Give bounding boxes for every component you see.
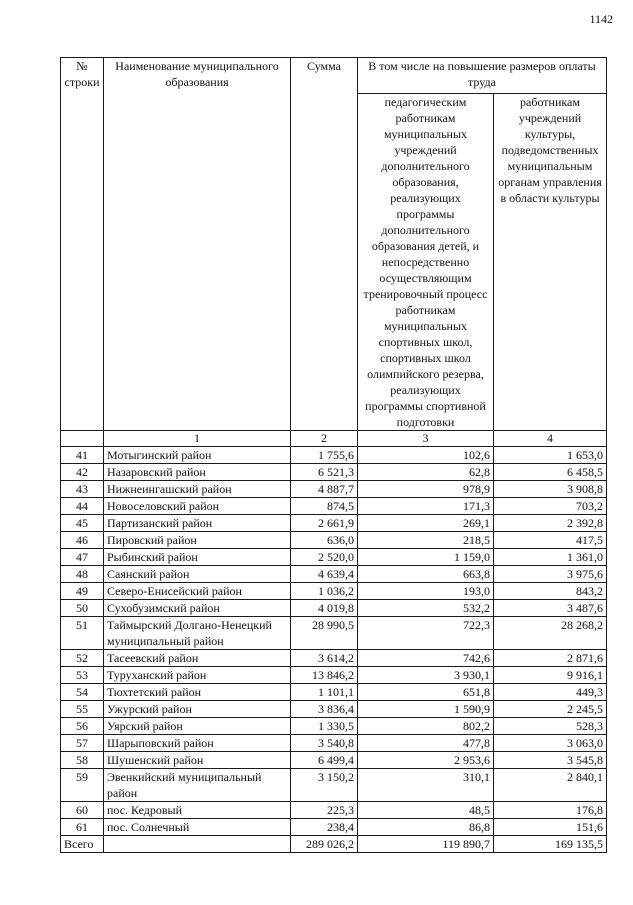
cell-row-number: 54 xyxy=(61,684,104,701)
cell-municipality: Сухобузимский район xyxy=(104,600,291,617)
table-row xyxy=(61,447,607,464)
total-culture: 169 135,5 xyxy=(494,836,607,853)
cell-teachers: 218,5 xyxy=(358,532,494,549)
table-row xyxy=(61,802,607,819)
cell-municipality: Эвенкийский муниципальный район xyxy=(104,769,291,802)
header-culture: работникам учреждений культуры, подведомственных муниципальным органам управления в области культуры xyxy=(494,94,607,431)
cell-municipality: Шарыповский район xyxy=(104,735,291,752)
cell-row-number: 52 xyxy=(61,650,104,667)
total-name-empty xyxy=(104,836,291,853)
cell-row-number: 44 xyxy=(61,498,104,515)
cell-culture: 1 361,0 xyxy=(494,549,607,566)
cell-municipality: Мотыгинский район xyxy=(104,447,291,464)
table-row xyxy=(61,481,607,498)
cell-culture: 151,6 xyxy=(494,819,607,836)
cell-row-number: 47 xyxy=(61,549,104,566)
cell-sum: 3 540,8 xyxy=(291,735,358,752)
cell-municipality: Новоселовский район xyxy=(104,498,291,515)
cell-municipality: Рыбинский район xyxy=(104,549,291,566)
cell-teachers: 310,1 xyxy=(358,769,494,802)
table-row xyxy=(61,549,607,566)
cell-municipality: Саянский район xyxy=(104,566,291,583)
table-row xyxy=(61,583,607,600)
table-row xyxy=(61,684,607,701)
cell-teachers: 62,8 xyxy=(358,464,494,481)
cell-culture: 2 840,1 xyxy=(494,769,607,802)
table-row xyxy=(61,532,607,549)
cell-municipality: Таймырский Долгано-Ненецкий муниципальный район xyxy=(104,617,291,650)
cell-row-number: 57 xyxy=(61,735,104,752)
cell-sum: 3 150,2 xyxy=(291,769,358,802)
cell-row-number: 46 xyxy=(61,532,104,549)
cell-municipality: Туруханский район xyxy=(104,667,291,684)
cell-culture: 3 063,0 xyxy=(494,735,607,752)
cell-row-number: 55 xyxy=(61,701,104,718)
cell-culture: 9 916,1 xyxy=(494,667,607,684)
cell-row-number: 61 xyxy=(61,819,104,836)
cell-teachers: 193,0 xyxy=(358,583,494,600)
cell-teachers: 102,6 xyxy=(358,447,494,464)
cell-sum: 6 521,3 xyxy=(291,464,358,481)
cell-culture: 2 245,5 xyxy=(494,701,607,718)
cell-municipality: Северо-Енисейский район xyxy=(104,583,291,600)
cell-row-number: 56 xyxy=(61,718,104,735)
cell-sum: 28 990,5 xyxy=(291,617,358,650)
cell-culture: 2 392,8 xyxy=(494,515,607,532)
cell-teachers: 663,8 xyxy=(358,566,494,583)
table-row xyxy=(61,701,607,718)
column-number-spacer xyxy=(61,431,104,447)
cell-sum: 13 846,2 xyxy=(291,667,358,684)
cell-municipality: Нижнеингашский район xyxy=(104,481,291,498)
cell-teachers: 2 953,6 xyxy=(358,752,494,769)
table-row xyxy=(61,819,607,836)
cell-municipality: Назаровский район xyxy=(104,464,291,481)
table-row xyxy=(61,667,607,684)
cell-municipality: Тасеевский район xyxy=(104,650,291,667)
cell-teachers: 978,9 xyxy=(358,481,494,498)
cell-sum: 1 101,1 xyxy=(291,684,358,701)
table-row xyxy=(61,718,607,735)
header-row-number: № строки xyxy=(61,58,104,431)
cell-municipality: Шушенский район xyxy=(104,752,291,769)
cell-culture: 703,2 xyxy=(494,498,607,515)
table-row xyxy=(61,617,607,650)
column-number: 2 xyxy=(291,431,358,447)
cell-teachers: 1 159,0 xyxy=(358,549,494,566)
cell-sum: 2 661,9 xyxy=(291,515,358,532)
header-group: В том числе на повышение размеров оплаты труда xyxy=(358,58,607,94)
cell-municipality: Пировский район xyxy=(104,532,291,549)
cell-culture: 417,5 xyxy=(494,532,607,549)
allocation-table xyxy=(60,57,607,853)
cell-sum: 636,0 xyxy=(291,532,358,549)
cell-culture: 3 975,6 xyxy=(494,566,607,583)
cell-culture: 528,3 xyxy=(494,718,607,735)
page-number: 1142 xyxy=(589,12,613,26)
table-row xyxy=(61,464,607,481)
total-teachers: 119 890,7 xyxy=(358,836,494,853)
cell-teachers: 269,1 xyxy=(358,515,494,532)
table-row xyxy=(61,566,607,583)
cell-culture: 843,2 xyxy=(494,583,607,600)
table-row xyxy=(61,752,607,769)
total-label: Всего xyxy=(61,836,104,853)
cell-municipality: Уярский район xyxy=(104,718,291,735)
cell-sum: 3 836,4 xyxy=(291,701,358,718)
column-number: 1 xyxy=(104,431,291,447)
cell-sum: 225,3 xyxy=(291,802,358,819)
column-number: 4 xyxy=(494,431,607,447)
cell-culture: 176,8 xyxy=(494,802,607,819)
cell-row-number: 50 xyxy=(61,600,104,617)
cell-sum: 4 887,7 xyxy=(291,481,358,498)
total-row xyxy=(61,836,607,853)
table-row xyxy=(61,735,607,752)
total-sum: 289 026,2 xyxy=(291,836,358,853)
column-number: 3 xyxy=(358,431,494,447)
cell-culture: 6 458,5 xyxy=(494,464,607,481)
cell-sum: 4 019,8 xyxy=(291,600,358,617)
header-sum: Сумма xyxy=(291,58,358,431)
cell-teachers: 171,3 xyxy=(358,498,494,515)
cell-teachers: 651,8 xyxy=(358,684,494,701)
cell-row-number: 42 xyxy=(61,464,104,481)
cell-sum: 2 520,0 xyxy=(291,549,358,566)
cell-culture: 28 268,2 xyxy=(494,617,607,650)
cell-culture: 2 871,6 xyxy=(494,650,607,667)
cell-row-number: 41 xyxy=(61,447,104,464)
table-row xyxy=(61,498,607,515)
cell-municipality: Партизанский район xyxy=(104,515,291,532)
cell-culture: 3 908,8 xyxy=(494,481,607,498)
cell-teachers: 48,5 xyxy=(358,802,494,819)
table-row xyxy=(61,650,607,667)
table-row xyxy=(61,600,607,617)
cell-sum: 874,5 xyxy=(291,498,358,515)
cell-row-number: 48 xyxy=(61,566,104,583)
cell-teachers: 722,3 xyxy=(358,617,494,650)
cell-row-number: 59 xyxy=(61,769,104,802)
cell-teachers: 742,6 xyxy=(358,650,494,667)
cell-row-number: 43 xyxy=(61,481,104,498)
cell-sum: 4 639,4 xyxy=(291,566,358,583)
cell-sum: 1 755,6 xyxy=(291,447,358,464)
cell-row-number: 49 xyxy=(61,583,104,600)
cell-sum: 6 499,4 xyxy=(291,752,358,769)
cell-culture: 3 487,6 xyxy=(494,600,607,617)
cell-municipality: пос. Солнечный xyxy=(104,819,291,836)
cell-culture: 3 545,8 xyxy=(494,752,607,769)
cell-sum: 1 330,5 xyxy=(291,718,358,735)
table-row xyxy=(61,769,607,802)
header-name: Наименование муниципального образования xyxy=(104,58,291,431)
cell-teachers: 532,2 xyxy=(358,600,494,617)
header-teachers: педагогическим работникам муниципальных учреждений дополнительного образования, реализующих программы дополнительного образования детей, и непосредственно осуществляющим тренировочный процесс работникам муниципальных спортивных школ, спортивных школ олимпийского резерва, реализующих программы спортивной подготовки xyxy=(358,94,494,431)
cell-culture: 1 653,0 xyxy=(494,447,607,464)
cell-culture: 449,3 xyxy=(494,684,607,701)
cell-teachers: 802,2 xyxy=(358,718,494,735)
cell-municipality: Тюхтетский район xyxy=(104,684,291,701)
cell-sum: 3 614,2 xyxy=(291,650,358,667)
cell-teachers: 1 590,9 xyxy=(358,701,494,718)
cell-row-number: 53 xyxy=(61,667,104,684)
cell-sum: 1 036,2 xyxy=(291,583,358,600)
cell-row-number: 51 xyxy=(61,617,104,650)
cell-municipality: пос. Кедровый xyxy=(104,802,291,819)
cell-municipality: Ужурский район xyxy=(104,701,291,718)
cell-row-number: 60 xyxy=(61,802,104,819)
cell-row-number: 58 xyxy=(61,752,104,769)
cell-teachers: 3 930,1 xyxy=(358,667,494,684)
cell-sum: 238,4 xyxy=(291,819,358,836)
cell-row-number: 45 xyxy=(61,515,104,532)
cell-teachers: 86,8 xyxy=(358,819,494,836)
cell-teachers: 477,8 xyxy=(358,735,494,752)
table-row xyxy=(61,515,607,532)
